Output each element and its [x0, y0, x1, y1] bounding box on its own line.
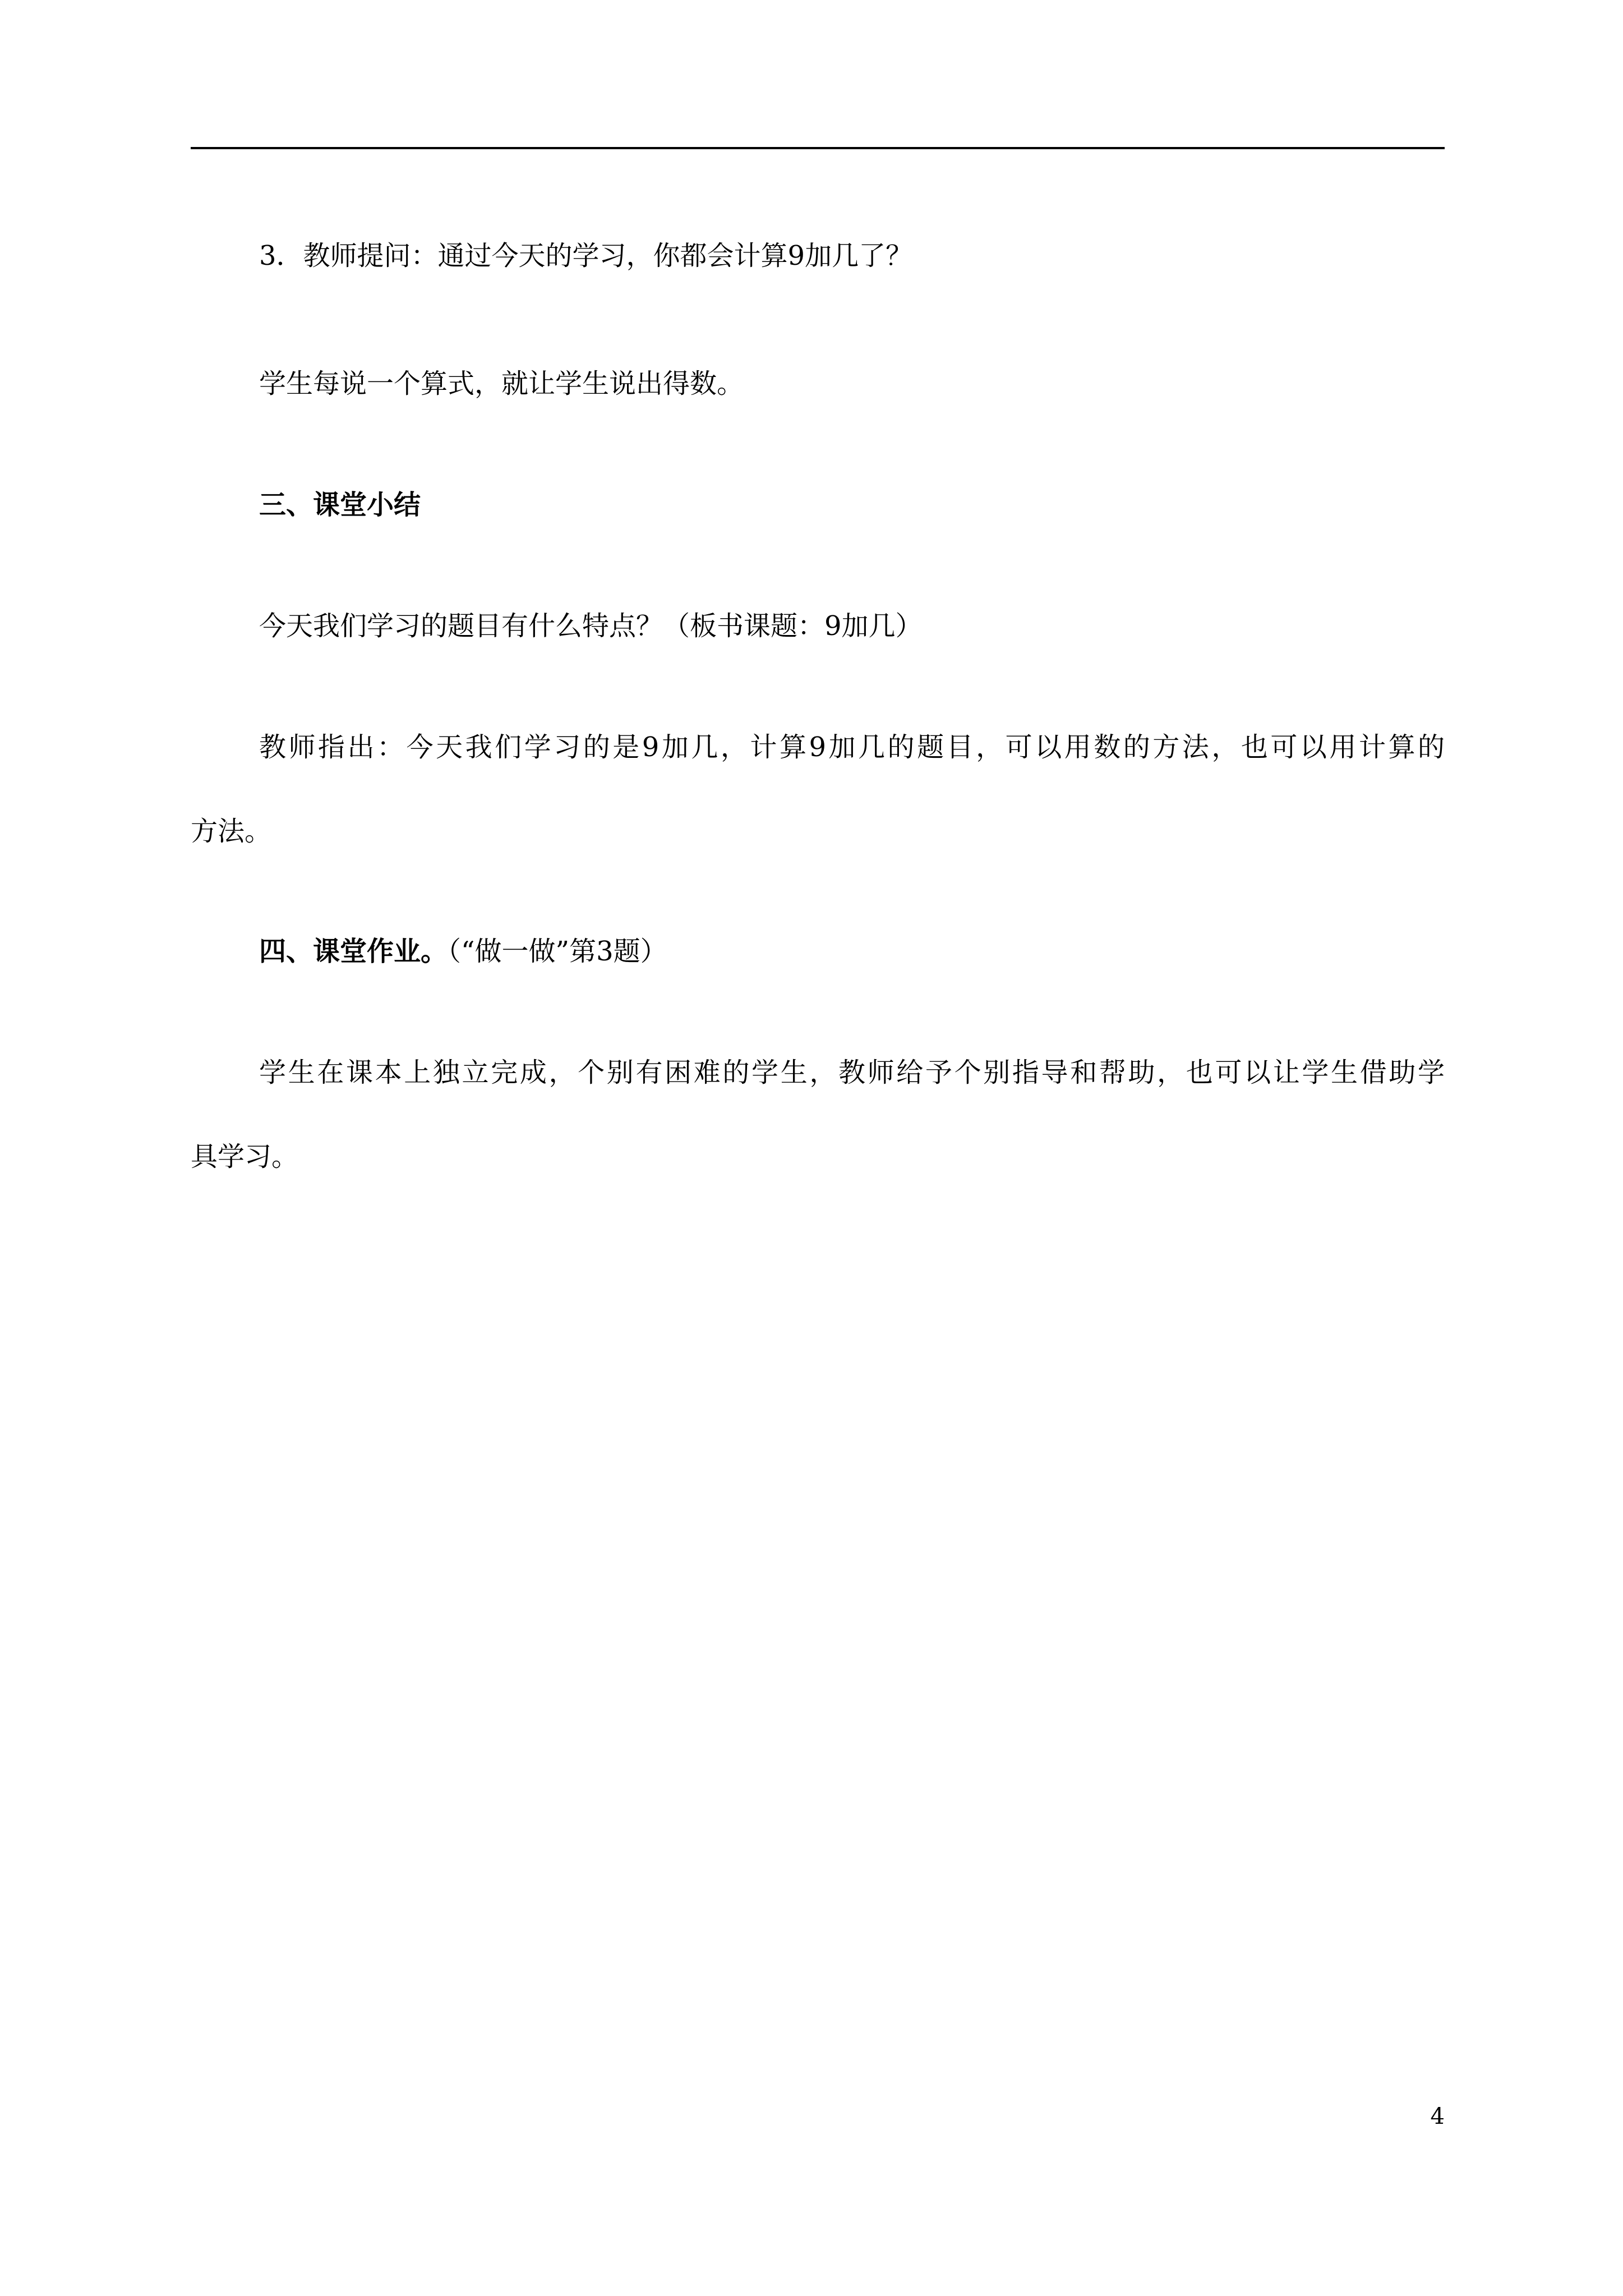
paragraph-homework-line1: 学生在课本上独立完成，个别有困难的学生，教师给予个别指导和帮助，也可以让学生借助学	[259, 1057, 1445, 1088]
header-rule	[191, 147, 1445, 149]
paragraph-summary-question: 今天我们学习的题目有什么特点？（板书课题：9加几）	[259, 610, 923, 642]
paragraph-teacher-point-line2: 方法。	[191, 816, 272, 847]
page-number: 4	[1430, 2104, 1445, 2129]
section-heading-summary: 三、课堂小结	[259, 489, 421, 521]
paragraph-teacher-point-line1: 教师指出：今天我们学习的是9加几，计算9加几的题目，可以用数的方法，也可以用计算的	[259, 731, 1445, 763]
paragraph-q3-answer: 学生每说一个算式，就让学生说出得数。	[259, 368, 744, 399]
section-heading-homework-note: （“做一做”第3题）	[448, 936, 667, 967]
section-heading-homework-title: 四、课堂作业。	[259, 936, 448, 967]
paragraph-q3: 3．教师提问：通过今天的学习，你都会计算9加几了？	[259, 240, 913, 272]
section-heading-homework	[259, 935, 1445, 968]
paragraph-homework-line2: 具学习。	[191, 1141, 299, 1172]
